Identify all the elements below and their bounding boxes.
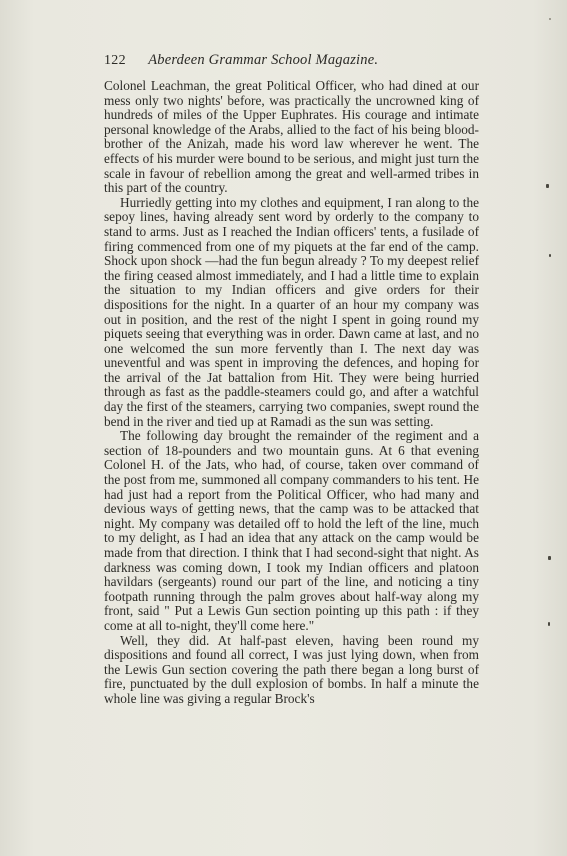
margin-speck	[549, 18, 551, 20]
margin-speck	[549, 254, 551, 257]
paragraph: Well, they did. At half-past eleven, having been round my dispositions and found all correct, I was just lying down, when from the Lewis Gun section covering the path there began a long burst of fire, punctuated by the dull explosion of bombs. In half a minute the whole line was giving a regular Brock's	[104, 632, 479, 706]
page-number: 122	[104, 53, 126, 68]
margin-speck	[548, 556, 551, 560]
page-header	[104, 52, 484, 69]
margin-speck	[548, 622, 550, 626]
running-title: Aberdeen Grammar School Magazine.	[148, 52, 379, 68]
paragraph: Colonel Leachman, the great Political Officer, who had dined at our mess only two nights' before, was practically the uncrowned king of hundreds of miles of the Upper Euphrates. His courage and intimate personal knowledge of the Arabs, allied to the fact of his being blood-brother of the Anizah, made his word law wherever he went. The effects of his murder were bound to be serious, and might just turn the scale in favour of rebellion among the great and well-armed tribes in this part of the country.	[104, 78, 479, 196]
margin-speck	[546, 184, 549, 188]
article-body	[104, 79, 479, 707]
paragraph: Hurriedly getting into my clothes and equipment, I ran along to the sepoy lines, having already sent word by orderly to the company to stand to arms. Just as I reached the Indian officers' tents, a fusilade of firing commenced from one of my piquets at the far end of the camp. Shock upon shock —had the fun begun already ? To my deepest relief the firing ceased almost immediately, and I had a little time to explain the situation to my Indian officers and give orders for their dispositions for the night. In a quarter of an hour my company was out in position, and the rest of the night I spent in going round my piquets seeing that everything was in order. Dawn came at last, and no one welcomed the sun more fervently than I. The next day was uneventful and was spent in improving the defences, and hoping for the arrival of the Jat battalion from Hit. They were being hurried through as fast as the paddle-steamers could go, and after a watchful day the first of the steamers, carrying two companies, swept round the bend in the river and tied up at Ramadi as the sun was setting.	[104, 194, 479, 429]
paragraph: The following day brought the remainder of the regiment and a section of 18-pounders and two mountain guns. At 6 that evening Colonel H. of the Jats, who had, of course, taken over command of the post from me, summoned all company commanders to his tent. He had just had a report from the Political Officer, who had many and devious ways of getting news, that the camp was to be attacked that night. My company was detailed off to hold the left of the line, much to my delight, as I had an idea that any attack on the camp would be made from that direction. I think that I had second-sight that night. As darkness was coming down, I took my Indian officers and platoon havildars (sergeants) round our part of the line, and noticing a tiny footpath running through the palm groves about half-way along my front, said " Put a Lewis Gun section pointing up this path : if they come at all to-night, they'll come here."	[104, 428, 479, 633]
